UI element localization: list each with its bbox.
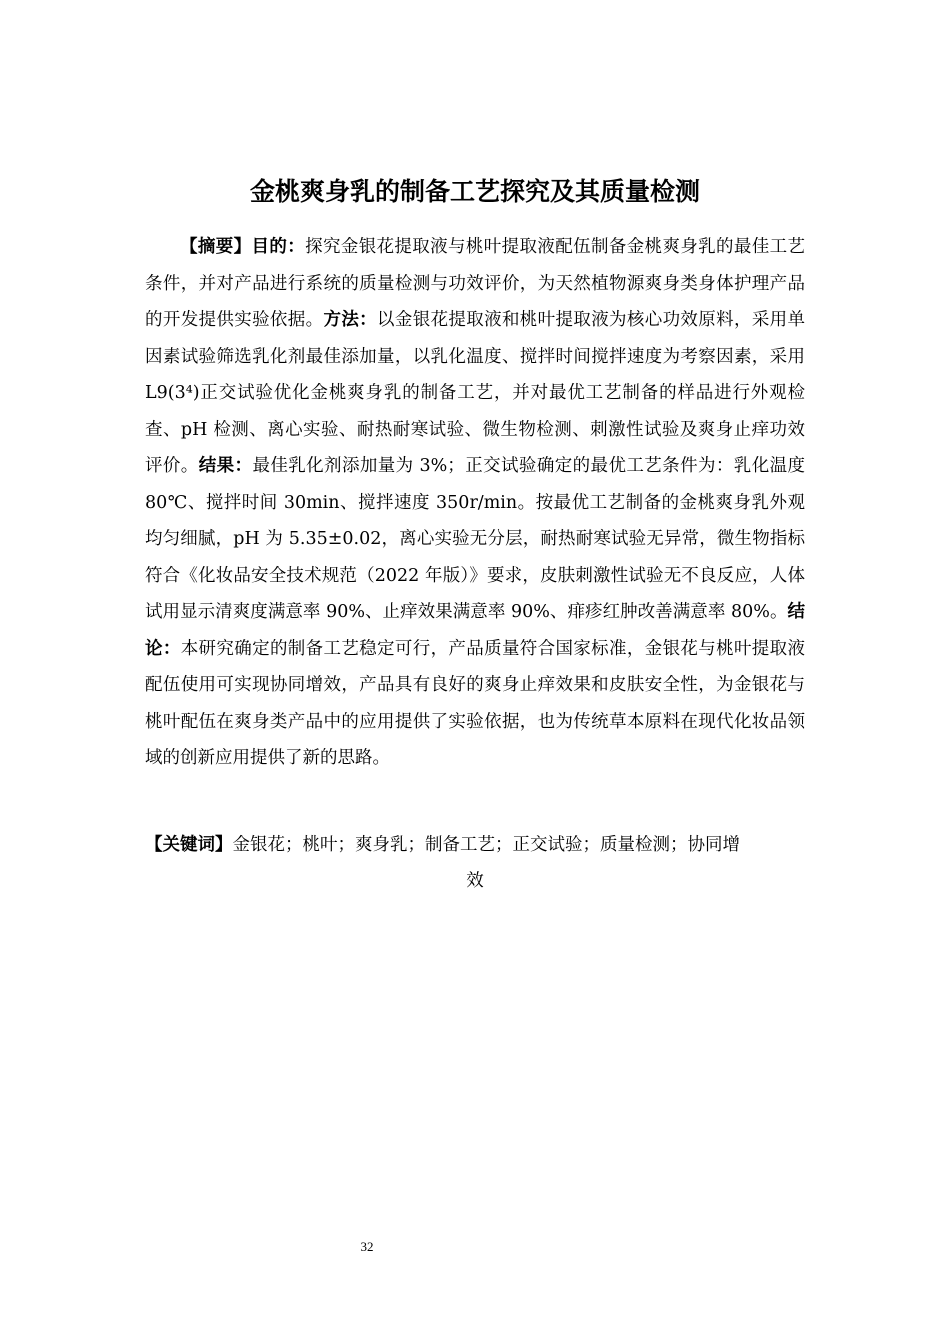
keywords-text-tail: 效 [466,871,484,891]
results-text: 最佳乳化剂添加量为 3%；正交试验确定的最优工艺条件为：乳化温度 80℃、搅拌时间 30min、搅拌速度 350r/min。按最优工艺制备的金桃爽身乳外观均匀细腻，pH 为 5.35±0.02，离心实验无分层，耐热耐寒试验无异常，微生物指标符合《化妆品安全技术规范（2022 年版）》要求，皮肤刺激性试验无不良反应，人体试用显示清爽度满意率 90%、止痒效果满意率 90%、痱疹红肿改善满意率 80%。 [145,456,806,622]
page-number: 32 [360,1239,374,1254]
methods-label: 方法： [323,310,378,330]
abstract-label: 【摘要】 [180,237,252,257]
keywords-text: 金银花；桃叶；爽身乳；制备工艺；正交试验；质量检测；协同增 [232,835,740,855]
conclusion-text: 本研究确定的制备工艺稳定可行，产品质量符合国家标准，金银花与桃叶提取液配伍使用可实现协同增效，产品具有良好的爽身止痒效果和皮肤安全性，为金银花与桃叶配伍在爽身类产品中的应用提供了实验依据，也为传统草本原料在现代化妆品领域的创新应用提供了新的思路。 [145,638,806,768]
methods-text: 以金银花提取液和桃叶提取液为核心功效原料，采用单因素试验筛选乳化剂最佳添加量，以乳化温度、搅拌时间搅拌速度为考察因素，采用 L9(3⁴)正交试验优化金桃爽身乳的制备工艺，并对最优工艺制备的样品进行外观检查、pH 检测、离心实验、耐热耐寒试验、微生物检测、刺激性试验及爽身止痒功效评价。 [145,310,806,476]
keywords-label: 【关键词】 [145,835,233,855]
abstract-paragraph [145,229,805,777]
paper-title: 金桃爽身乳的制备工艺探究及其质量检测 [249,177,700,206]
objective-label: 目的： [251,237,306,257]
objective-text: 探究金银花提取液与桃叶提取液配伍制备金桃爽身乳的最佳工艺条件，并对产品进行系统的质量检测与功效评价，为天然植物源爽身类身体护理产品的开发提供实验依据。 [145,237,806,330]
conclusion-label: 结论： [145,602,805,659]
results-label: 结果： [198,456,253,476]
keywords-paragraph [145,827,805,864]
